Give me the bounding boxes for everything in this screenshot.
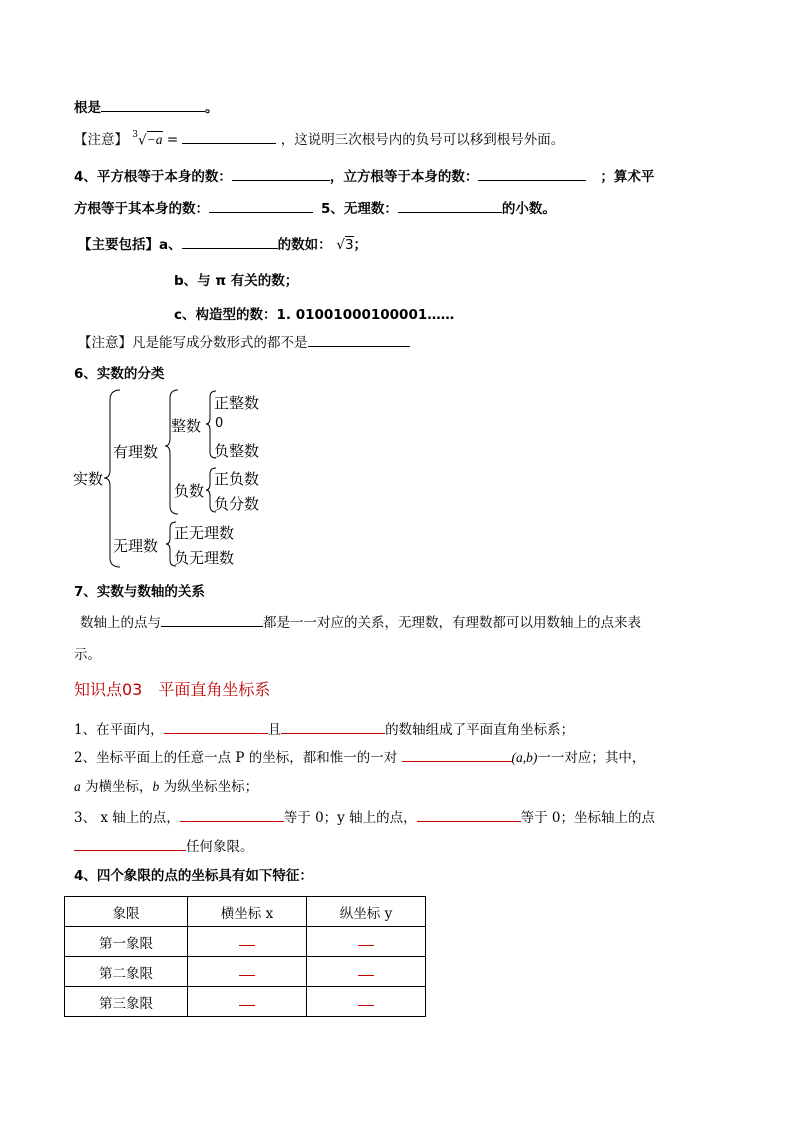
note2-text: 【注意】凡是能写成分数形式的都不是: [78, 335, 308, 351]
answer-blank[interactable]: [239, 963, 255, 976]
var-b: b: [152, 779, 160, 794]
root-index: 3: [132, 129, 139, 140]
node-positive-negative: 正负数: [214, 470, 260, 488]
s3-text-a: 3、 x 轴上的点，: [74, 810, 180, 826]
note-label: 【注意】: [74, 132, 128, 148]
cell-x-blank[interactable]: [188, 987, 307, 1017]
text-one-to-one: 都是一一对应的关系，无理数，有理数都可以用数轴上的点来表: [263, 615, 641, 631]
main-includes-c: c、构造型的数：1. 01001000100001……: [174, 307, 455, 323]
cell-y-blank[interactable]: [307, 987, 426, 1017]
coord-item-3: [74, 806, 655, 826]
node-real-number: 实数: [73, 470, 104, 488]
answer-blank[interactable]: [239, 993, 255, 1006]
item-7-body-2: 示。: [74, 647, 101, 663]
s2-text-c: 一一对应；其中，: [537, 750, 646, 766]
s1-text-c: 的数轴组成了平面直角坐标系；: [385, 722, 575, 738]
section-title: 知识点03 平面直角坐标系: [74, 680, 271, 699]
item-7-body-1: [80, 611, 641, 631]
var-a: a: [74, 779, 81, 794]
text-main-a: 【主要包括】a、: [78, 237, 182, 253]
coord-item-3-cont: [74, 835, 254, 855]
text-semicolon: ；: [353, 237, 368, 253]
item-6-title: 6、实数的分类: [74, 366, 165, 382]
text-square-root-self: 4、平方根等于本身的数：: [74, 169, 232, 185]
coord-item-4: 4、四个象限的点的坐标具有如下特征：: [74, 868, 313, 884]
s1-text-a: 1、在平面内，: [74, 722, 164, 738]
note1-suffix: ，这说明三次根号内的负号可以移到根号外面。: [280, 132, 565, 148]
text-root: 根是: [74, 100, 101, 116]
blank-s1b[interactable]: [281, 719, 385, 734]
row-label: 第一象限: [65, 927, 188, 957]
header-quadrant: 象限: [65, 897, 188, 927]
cell-y-blank[interactable]: [307, 927, 426, 957]
table-header-row: [65, 897, 426, 927]
table-row: [65, 957, 426, 987]
node-irrational: 无理数: [113, 537, 159, 555]
coord-item-2: [74, 746, 645, 766]
blank-s3c[interactable]: [74, 836, 186, 851]
s2-ordinate: 为纵坐标坐标；: [159, 779, 259, 795]
row-label: 第二象限: [65, 957, 188, 987]
node-positive-irrational: 正无理数: [174, 524, 235, 542]
text-irrational: 5、无理数：: [321, 201, 398, 217]
blank-s2[interactable]: [402, 747, 512, 762]
node-positive-integer: 正整数: [214, 394, 260, 412]
s2-abscissa: 为横坐标，: [80, 779, 153, 795]
text-cube-root-self: ，立方根等于本身的数：: [329, 169, 479, 185]
main-includes-b: b、与 π 有关的数；: [174, 273, 299, 289]
node-zero: 0: [215, 416, 224, 431]
node-rational: 有理数: [113, 443, 159, 461]
table-row: [65, 987, 426, 1017]
quadrant-table: [64, 896, 426, 1017]
cube-root-expression: $^3$√−a: [132, 129, 163, 148]
cell-x-blank[interactable]: [188, 927, 307, 957]
text-number-line-point: 数轴上的点与: [80, 615, 161, 631]
header-y: 纵坐标 y: [307, 897, 426, 927]
coord-item-2-cont: [74, 775, 258, 795]
s3-text-c: 等于 0；坐标轴上的点: [520, 810, 655, 826]
s1-text-b: 且: [267, 722, 282, 738]
node-integer: 整数: [171, 417, 202, 435]
s3-text-d: 任何象限。: [186, 839, 254, 855]
answer-blank[interactable]: [358, 963, 374, 976]
cell-y-blank[interactable]: [307, 957, 426, 987]
equals: =: [166, 132, 183, 148]
coord-item-1: [74, 718, 574, 738]
radicand: −a: [146, 132, 163, 147]
header-x: 横坐标 x: [188, 897, 307, 927]
text-such-as: 的数如：: [277, 237, 332, 253]
text-period: 。: [205, 100, 219, 116]
node-negative-integer: 负整数: [214, 442, 260, 460]
answer-blank[interactable]: [358, 993, 374, 1006]
s2-pair: (a,b): [511, 750, 538, 765]
blank-s3b[interactable]: [417, 807, 521, 822]
text-arith-root-self: 方根等于其本身的数：: [74, 201, 209, 217]
answer-blank[interactable]: [239, 933, 255, 946]
node-negative-irrational: 负无理数: [174, 549, 235, 567]
text-decimal: 的小数。: [501, 201, 556, 217]
answer-blank[interactable]: [358, 933, 374, 946]
sqrt-radicand: 3: [344, 237, 354, 253]
row-label: 第三象限: [65, 987, 188, 1017]
cell-x-blank[interactable]: [188, 957, 307, 987]
text-arith: ；算术平: [600, 169, 655, 185]
blank-s1a[interactable]: [164, 719, 268, 734]
node-negative-fraction: 负分数: [214, 495, 260, 513]
item-7-title: 7、实数与数轴的关系: [74, 584, 205, 600]
sqrt-3: √3: [336, 237, 354, 253]
s2-text-a: 2、坐标平面上的任意一点 P 的坐标，都和惟一的一对: [74, 750, 402, 766]
node-negative: 负数: [174, 482, 205, 500]
blank-7[interactable]: [161, 612, 263, 627]
table-row: [65, 927, 426, 957]
s3-text-b: 等于 0；y 轴上的点，: [283, 810, 417, 826]
blank-s3a[interactable]: [180, 807, 284, 822]
